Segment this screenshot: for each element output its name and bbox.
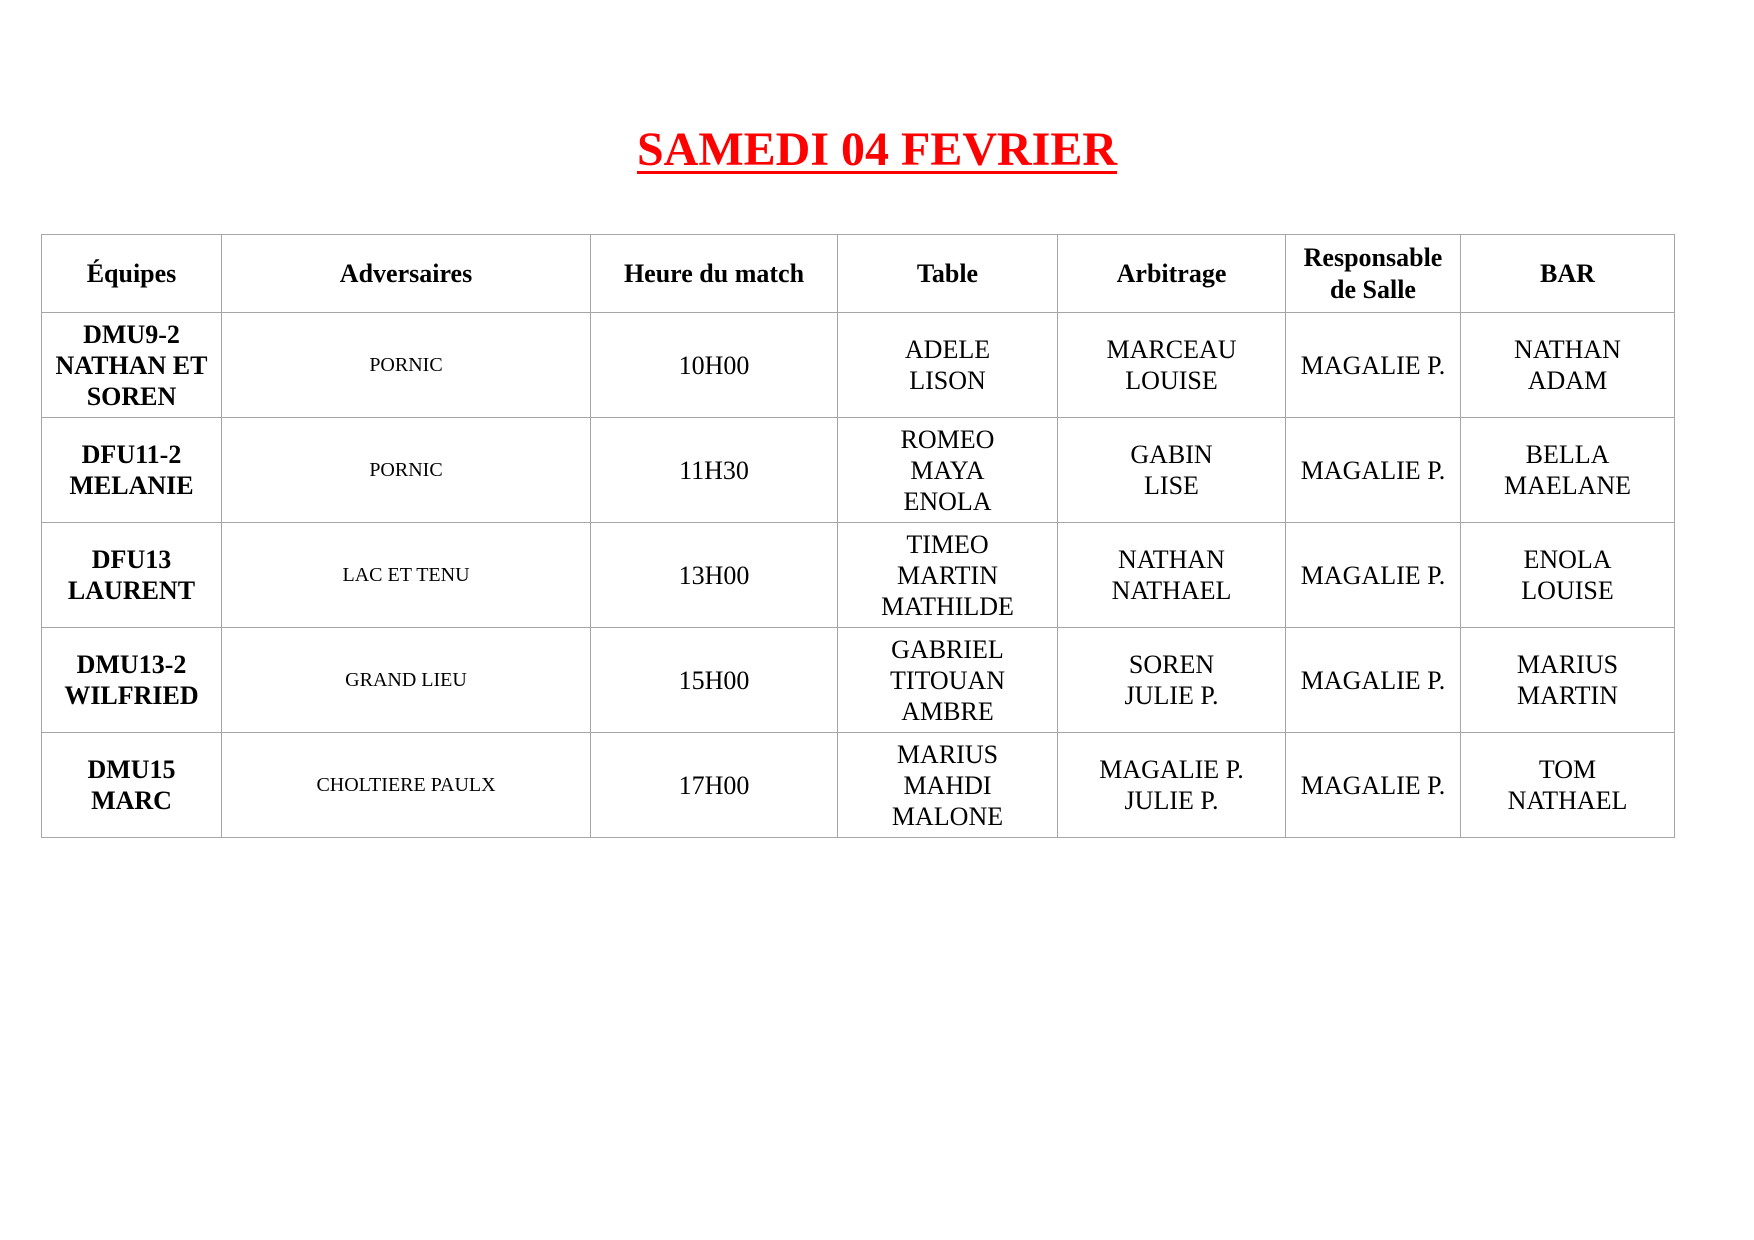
team-cell-line: DMU9-2 <box>83 319 180 349</box>
bar-cell-line: TOM <box>1538 755 1597 784</box>
team-cell-line: DMU15 <box>87 755 176 784</box>
team-cell-line: WILFRIED <box>64 681 199 710</box>
arbitrage-cell-line: MARCEAU <box>1106 335 1237 364</box>
arbitrage-cell-line: MAGALIE P. <box>1099 755 1244 784</box>
arbitrage-cell-line: GABIN <box>1130 440 1213 469</box>
table-staff-cell-line: ENOLA <box>903 486 992 516</box>
bar-cell-line: BELLA <box>1525 440 1610 469</box>
team-cell <box>42 523 222 628</box>
team-cell-line: DFU11-2 <box>81 440 182 469</box>
schedule-body <box>42 313 1675 838</box>
table-staff-cell-line: GABRIEL <box>891 634 1004 664</box>
responsable-cell: MAGALIE P. <box>1286 523 1461 628</box>
team-cell-line: NATHAN ET <box>55 350 208 380</box>
table-staff-cell-line: ADELE <box>904 335 991 364</box>
responsable-cell: MAGALIE P. <box>1286 733 1461 838</box>
page-title: SAMEDI 04 FEVRIER <box>636 123 1118 176</box>
responsable-cell: MAGALIE P. <box>1286 313 1461 418</box>
header-responsable-line2: de Salle <box>1330 274 1416 304</box>
header-equipes: Équipes <box>42 235 222 313</box>
arbitrage-cell <box>1058 523 1286 628</box>
bar-cell <box>1461 418 1675 523</box>
team-cell-line: DMU13-2 <box>76 650 187 679</box>
table-staff-cell <box>838 523 1058 628</box>
arbitrage-cell <box>1058 733 1286 838</box>
arbitrage-cell <box>1058 418 1286 523</box>
schedule-table <box>41 234 1675 838</box>
arbitrage-cell-line: JULIE P. <box>1124 681 1219 710</box>
arbitrage-cell-line: SOREN <box>1128 650 1215 679</box>
opponent-cell: CHOLTIERE PAULX <box>222 733 591 838</box>
match-time-cell: 11H30 <box>591 418 838 523</box>
table-staff-cell-line: TITOUAN <box>889 665 1006 695</box>
arbitrage-cell-line: LOUISE <box>1125 366 1218 395</box>
header-responsable <box>1286 235 1461 313</box>
arbitrage-cell <box>1058 628 1286 733</box>
team-cell <box>42 313 222 418</box>
team-cell-line: LAURENT <box>67 576 196 605</box>
match-time-cell: 13H00 <box>591 523 838 628</box>
header-row <box>42 235 1675 313</box>
opponent-cell: PORNIC <box>222 313 591 418</box>
table-staff-cell <box>838 313 1058 418</box>
arbitrage-cell-line: LISE <box>1144 471 1199 500</box>
arbitrage-cell-line: NATHAN <box>1118 545 1225 574</box>
table-staff-cell-line: ROMEO <box>900 424 995 454</box>
bar-cell-line: MAELANE <box>1503 471 1632 500</box>
opponent-cell: PORNIC <box>222 418 591 523</box>
table-staff-cell-line: MARTIN <box>897 560 998 590</box>
header-responsable-line1: Responsable <box>1303 242 1443 272</box>
bar-cell-line: MARTIN <box>1517 681 1618 710</box>
table-staff-cell-line: TIMEO <box>906 529 989 559</box>
match-time-cell: 10H00 <box>591 313 838 418</box>
bar-cell-line: ENOLA <box>1523 545 1612 574</box>
table-row <box>42 313 1675 418</box>
header-arbitrage: Arbitrage <box>1058 235 1286 313</box>
table-staff-cell-line: MAYA <box>910 455 985 485</box>
table-staff-cell-line: MAHDI <box>903 770 992 800</box>
bar-cell-line: MARIUS <box>1516 650 1619 679</box>
table-row <box>42 523 1675 628</box>
table-staff-cell-line: MARIUS <box>896 739 999 769</box>
table-staff-cell-line: MALONE <box>891 801 1004 831</box>
match-time-cell: 15H00 <box>591 628 838 733</box>
team-cell-line: MARC <box>91 786 172 815</box>
header-bar: BAR <box>1461 235 1675 313</box>
header-heure: Heure du match <box>591 235 838 313</box>
opponent-cell: GRAND LIEU <box>222 628 591 733</box>
opponent-cell: LAC ET TENU <box>222 523 591 628</box>
arbitrage-cell <box>1058 313 1286 418</box>
team-cell <box>42 733 222 838</box>
bar-cell-line: NATHAN <box>1514 335 1621 364</box>
arbitrage-cell-line: JULIE P. <box>1124 786 1219 815</box>
table-row <box>42 418 1675 523</box>
arbitrage-cell-line: NATHAEL <box>1111 576 1232 605</box>
team-cell-line: SOREN <box>86 381 177 411</box>
bar-cell-line: LOUISE <box>1521 576 1614 605</box>
table-staff-cell-line: LISON <box>909 366 986 395</box>
responsable-cell: MAGALIE P. <box>1286 418 1461 523</box>
table-staff-cell <box>838 733 1058 838</box>
team-cell-line: DFU13 <box>91 545 172 574</box>
bar-cell <box>1461 733 1675 838</box>
bar-cell-line: ADAM <box>1527 366 1608 395</box>
bar-cell-line: NATHAEL <box>1507 786 1628 815</box>
team-cell <box>42 418 222 523</box>
table-row <box>42 733 1675 838</box>
match-time-cell: 17H00 <box>591 733 838 838</box>
table-staff-cell-line: MATHILDE <box>881 591 1014 621</box>
header-adversaires: Adversaires <box>222 235 591 313</box>
team-cell-line: MELANIE <box>69 471 194 500</box>
team-cell <box>42 628 222 733</box>
bar-cell <box>1461 523 1675 628</box>
table-staff-cell <box>838 418 1058 523</box>
table-staff-cell-line: AMBRE <box>901 696 994 726</box>
header-table: Table <box>838 235 1058 313</box>
bar-cell <box>1461 628 1675 733</box>
bar-cell <box>1461 313 1675 418</box>
responsable-cell: MAGALIE P. <box>1286 628 1461 733</box>
table-row <box>42 628 1675 733</box>
table-staff-cell <box>838 628 1058 733</box>
